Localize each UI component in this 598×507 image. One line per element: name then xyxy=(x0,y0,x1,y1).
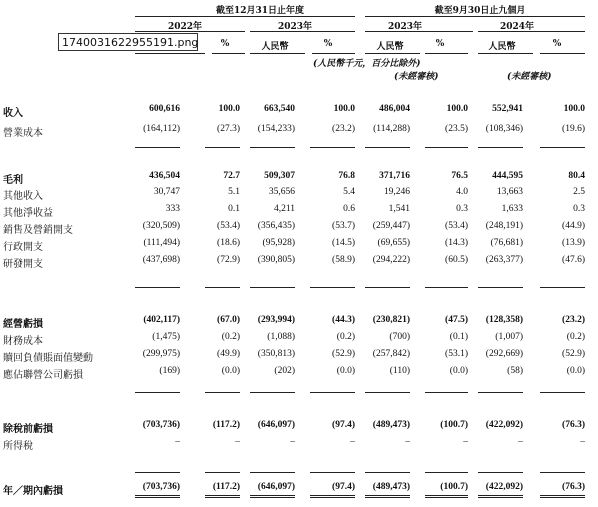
amount-cell: (230,821) xyxy=(372,315,410,325)
year-rule xyxy=(135,31,245,32)
percent-cell: (18.6) xyxy=(217,238,240,248)
amount-cell: – xyxy=(518,437,523,447)
percent-cell: (117.2) xyxy=(212,482,240,492)
amount-cell: 1,541 xyxy=(388,204,410,214)
percent-cell: (60.5) xyxy=(445,255,468,265)
percent-cell: 76.5 xyxy=(451,171,468,181)
table-row xyxy=(0,332,598,345)
amount-cell: (294,222) xyxy=(372,255,410,265)
table-row xyxy=(0,221,598,234)
amount-cell: (402,117) xyxy=(143,315,180,325)
header-year-2022: 2022年 xyxy=(167,22,203,32)
percent-cell: (0.0) xyxy=(336,366,355,376)
percent-cell: (100.7) xyxy=(440,482,468,492)
row-label: 年／期內虧損 xyxy=(3,486,63,497)
percent-cell: (47.6) xyxy=(562,255,585,265)
amount-cell: (320,509) xyxy=(142,221,180,231)
amount-cell: (293,994) xyxy=(257,315,295,325)
amount-cell: (154,233) xyxy=(257,124,295,134)
col-header-rmb: 人民幣 xyxy=(261,42,289,52)
amount-cell: (76,681) xyxy=(490,238,523,248)
total-double-rule xyxy=(135,495,180,498)
amount-cell: (263,377) xyxy=(485,255,523,265)
percent-cell: (44.3) xyxy=(332,315,355,325)
amount-cell: 444,595 xyxy=(492,171,523,181)
percent-cell: (0.0) xyxy=(566,366,585,376)
percent-cell: (72.9) xyxy=(217,255,240,265)
year-rule xyxy=(365,31,473,32)
percent-cell: 0.3 xyxy=(573,204,585,214)
table-row xyxy=(0,124,598,137)
subtotal-rule xyxy=(205,392,240,393)
subtotal-rule xyxy=(540,472,585,473)
percent-cell: (23.2) xyxy=(562,315,585,325)
percent-cell: – xyxy=(350,437,355,447)
row-label: 應佔聯營公司虧損 xyxy=(3,370,83,381)
subtotal-rule xyxy=(478,472,523,473)
file-label: 1740031622955191.png xyxy=(58,33,198,51)
amount-cell: 1,633 xyxy=(501,204,523,214)
row-label: 其他收入 xyxy=(3,191,43,202)
amount-cell: (95,928) xyxy=(262,238,295,248)
percent-cell: (0.2) xyxy=(336,332,355,342)
table-row xyxy=(0,171,598,184)
percent-cell: 5.1 xyxy=(228,187,240,197)
col-rule xyxy=(425,53,468,54)
amount-cell: (248,191) xyxy=(485,221,523,231)
amount-cell: – xyxy=(175,437,180,447)
amount-cell: (257,842) xyxy=(372,349,410,359)
amount-cell: 19,246 xyxy=(383,187,410,197)
percent-cell: (76.3) xyxy=(562,482,585,492)
amount-cell: (259,447) xyxy=(372,221,410,231)
amount-cell: (299,975) xyxy=(142,349,180,359)
col-header-rmb: 人民幣 xyxy=(488,42,516,52)
amount-cell: 509,307 xyxy=(264,171,295,181)
amount-cell: 4,211 xyxy=(273,204,295,214)
subtotal-rule xyxy=(365,392,410,393)
col-header-pct: % xyxy=(323,39,333,49)
percent-cell: (0.0) xyxy=(449,366,468,376)
percent-cell: 72.7 xyxy=(223,171,240,181)
percent-cell: (0.1) xyxy=(449,332,468,342)
subtotal-rule xyxy=(425,472,468,473)
subtotal-rule xyxy=(425,287,468,288)
table-row xyxy=(0,437,598,450)
subtotal-rule xyxy=(478,147,523,148)
subtotal-rule xyxy=(425,147,468,148)
amount-cell: (703,736) xyxy=(142,482,180,492)
percent-cell: 76.8 xyxy=(338,171,355,181)
amount-cell: (489,473) xyxy=(372,420,410,430)
amount-cell: – xyxy=(290,437,295,447)
percent-cell: 100.0 xyxy=(563,104,585,114)
header-year-2024-nine: 2024年 xyxy=(499,22,535,32)
subtotal-rule xyxy=(425,392,468,393)
subtotal-rule xyxy=(205,147,240,148)
table-row xyxy=(0,187,598,200)
row-label: 行政開支 xyxy=(3,242,43,253)
year-rule xyxy=(250,31,355,32)
amount-cell: (1,475) xyxy=(152,332,180,342)
total-double-rule xyxy=(310,495,355,498)
percent-cell: (52.9) xyxy=(562,349,585,359)
row-label: 營業成本 xyxy=(3,128,43,139)
percent-cell: (0.2) xyxy=(566,332,585,342)
total-double-rule xyxy=(205,495,240,498)
amount-cell: (292,669) xyxy=(485,349,523,359)
total-double-rule xyxy=(250,495,295,498)
amount-cell: (69,655) xyxy=(377,238,410,248)
subtotal-rule xyxy=(365,287,410,288)
subtotal-rule xyxy=(310,147,355,148)
percent-cell: (53.7) xyxy=(332,221,355,231)
amount-cell: – xyxy=(405,437,410,447)
amount-cell: 333 xyxy=(165,204,180,214)
col-rule xyxy=(250,53,305,54)
amount-cell: (128,358) xyxy=(485,315,523,325)
percent-cell: 0.3 xyxy=(456,204,468,214)
percent-cell: (53.4) xyxy=(217,221,240,231)
subtotal-rule xyxy=(250,392,295,393)
percent-cell: (100.7) xyxy=(440,420,468,430)
subtotal-rule xyxy=(205,287,240,288)
percent-cell: (27.3) xyxy=(217,124,240,134)
amount-cell: (111,494) xyxy=(143,238,180,248)
amount-cell: (169) xyxy=(159,366,180,376)
amount-cell: (110) xyxy=(389,366,410,376)
amount-cell: 436,504 xyxy=(149,171,180,181)
percent-cell: (67.0) xyxy=(217,315,240,325)
row-label: 所得稅 xyxy=(3,441,33,452)
amount-cell: 486,004 xyxy=(379,104,410,114)
percent-cell: (44.9) xyxy=(562,221,585,231)
amount-cell: (422,092) xyxy=(485,482,523,492)
subtotal-rule xyxy=(135,392,180,393)
percent-cell: (47.5) xyxy=(445,315,468,325)
subtotal-rule xyxy=(365,472,410,473)
amount-cell: (437,698) xyxy=(142,255,180,265)
percent-cell: 100.0 xyxy=(446,104,468,114)
percent-cell: (117.2) xyxy=(212,420,240,430)
amount-cell: (1,007) xyxy=(495,332,523,342)
percent-cell: 5.4 xyxy=(343,187,355,197)
amount-cell: (58) xyxy=(507,366,523,376)
percent-cell: 100.0 xyxy=(218,104,240,114)
row-label: 其他淨收益 xyxy=(3,208,53,219)
percent-cell: – xyxy=(463,437,468,447)
amount-cell: 13,663 xyxy=(496,187,523,197)
row-label: 毛利 xyxy=(3,175,23,186)
amount-cell: (356,435) xyxy=(257,221,295,231)
header-year-2023: 2023年 xyxy=(277,22,313,32)
table-row xyxy=(0,255,598,268)
total-double-rule xyxy=(365,495,410,498)
percent-cell: (14.3) xyxy=(445,238,468,248)
subtotal-rule xyxy=(250,287,295,288)
percent-cell: (97.4) xyxy=(332,420,355,430)
amount-cell: (489,473) xyxy=(372,482,410,492)
subtotal-rule xyxy=(540,147,585,148)
subtotal-rule xyxy=(540,287,585,288)
percent-cell: (13.9) xyxy=(562,238,585,248)
subtotal-rule xyxy=(250,472,295,473)
table-row xyxy=(0,204,598,217)
col-rule xyxy=(212,53,245,54)
percent-cell: 4.0 xyxy=(456,187,468,197)
amount-cell: (646,097) xyxy=(257,482,295,492)
subtotal-rule xyxy=(205,472,240,473)
subtotal-rule xyxy=(135,287,180,288)
unaudited-note: (未經審核) xyxy=(394,72,439,82)
percent-cell: 100.0 xyxy=(333,104,355,114)
header-year-group: 截至12月31日止年度 xyxy=(215,6,305,16)
subtotal-rule xyxy=(135,147,180,148)
subtotal-rule xyxy=(135,472,180,473)
amount-cell: 663,540 xyxy=(264,104,295,114)
amount-cell: (202) xyxy=(274,366,295,376)
table-row xyxy=(0,104,598,117)
subtotal-rule xyxy=(365,147,410,148)
amount-cell: (164,112) xyxy=(143,124,180,134)
percent-cell: (58.9) xyxy=(332,255,355,265)
amount-cell: (114,288) xyxy=(373,124,410,134)
amount-cell: (390,805) xyxy=(257,255,295,265)
amount-cell: (703,736) xyxy=(142,420,180,430)
col-header-pct: % xyxy=(435,39,445,49)
subtotal-rule xyxy=(540,392,585,393)
col-header-pct: % xyxy=(552,39,562,49)
percent-cell: – xyxy=(235,437,240,447)
table-row xyxy=(0,366,598,379)
row-label: 收入 xyxy=(3,108,23,119)
subtotal-rule xyxy=(250,147,295,148)
unaudited-note: (未經審核) xyxy=(507,72,552,82)
amount-cell: 30,747 xyxy=(153,187,180,197)
subtotal-rule xyxy=(310,472,355,473)
header-rule xyxy=(365,16,585,17)
percent-cell: 2.5 xyxy=(573,187,585,197)
percent-cell: (52.9) xyxy=(332,349,355,359)
amount-cell: (350,813) xyxy=(257,349,295,359)
row-label: 財務成本 xyxy=(3,336,43,347)
percent-cell: (23.2) xyxy=(332,124,355,134)
col-header-rmb: 人民幣 xyxy=(376,42,404,52)
percent-cell: (53.4) xyxy=(445,221,468,231)
table-row xyxy=(0,482,598,495)
row-label: 除稅前虧損 xyxy=(3,424,53,435)
amount-cell: 600,616 xyxy=(149,104,180,114)
amount-cell: 371,716 xyxy=(379,171,410,181)
row-label: 銷售及營銷開支 xyxy=(3,225,73,236)
row-label: 贖回負債賬面值變動 xyxy=(3,353,93,364)
amount-cell: 552,941 xyxy=(492,104,523,114)
subtotal-rule xyxy=(478,287,523,288)
percent-cell: (97.4) xyxy=(332,482,355,492)
percent-cell: (14.5) xyxy=(332,238,355,248)
percent-cell: (49.9) xyxy=(217,349,240,359)
col-rule xyxy=(365,53,420,54)
table-row xyxy=(0,315,598,328)
year-rule xyxy=(478,31,585,32)
amount-cell: (422,092) xyxy=(485,420,523,430)
col-rule xyxy=(540,53,585,54)
percent-cell: 0.6 xyxy=(343,204,355,214)
percent-cell: (0.2) xyxy=(221,332,240,342)
amount-cell: (700) xyxy=(389,332,410,342)
percent-cell: (19.6) xyxy=(562,124,585,134)
amount-cell: (1,088) xyxy=(267,332,295,342)
percent-cell: (23.5) xyxy=(445,124,468,134)
header-rule xyxy=(135,16,355,17)
percent-cell: (0.0) xyxy=(221,366,240,376)
total-double-rule xyxy=(540,495,585,498)
subtotal-rule xyxy=(310,392,355,393)
subtotal-rule xyxy=(478,392,523,393)
table-row xyxy=(0,420,598,433)
percent-cell: – xyxy=(580,437,585,447)
table-row xyxy=(0,349,598,362)
subtotal-rule xyxy=(310,287,355,288)
header-year-2023-nine: 2023年 xyxy=(387,22,423,32)
unit-note: (人民幣千元，百分比除外) xyxy=(313,59,421,69)
percent-cell: 80.4 xyxy=(568,171,585,181)
total-double-rule xyxy=(425,495,468,498)
amount-cell: 35,656 xyxy=(268,187,295,197)
header-nine-month-group: 截至9月30日止九個月 xyxy=(434,6,526,16)
amount-cell: (646,097) xyxy=(257,420,295,430)
percent-cell: (76.3) xyxy=(562,420,585,430)
col-rule xyxy=(135,53,205,54)
col-rule xyxy=(478,53,533,54)
row-label: 經營虧損 xyxy=(3,319,43,330)
percent-cell: 0.1 xyxy=(228,204,240,214)
table-row xyxy=(0,238,598,251)
row-label: 研發開支 xyxy=(3,259,43,270)
col-rule xyxy=(312,53,355,54)
amount-cell: (108,346) xyxy=(485,124,523,134)
col-header-pct: % xyxy=(220,39,230,49)
percent-cell: (53.1) xyxy=(445,349,468,359)
total-double-rule xyxy=(478,495,523,498)
